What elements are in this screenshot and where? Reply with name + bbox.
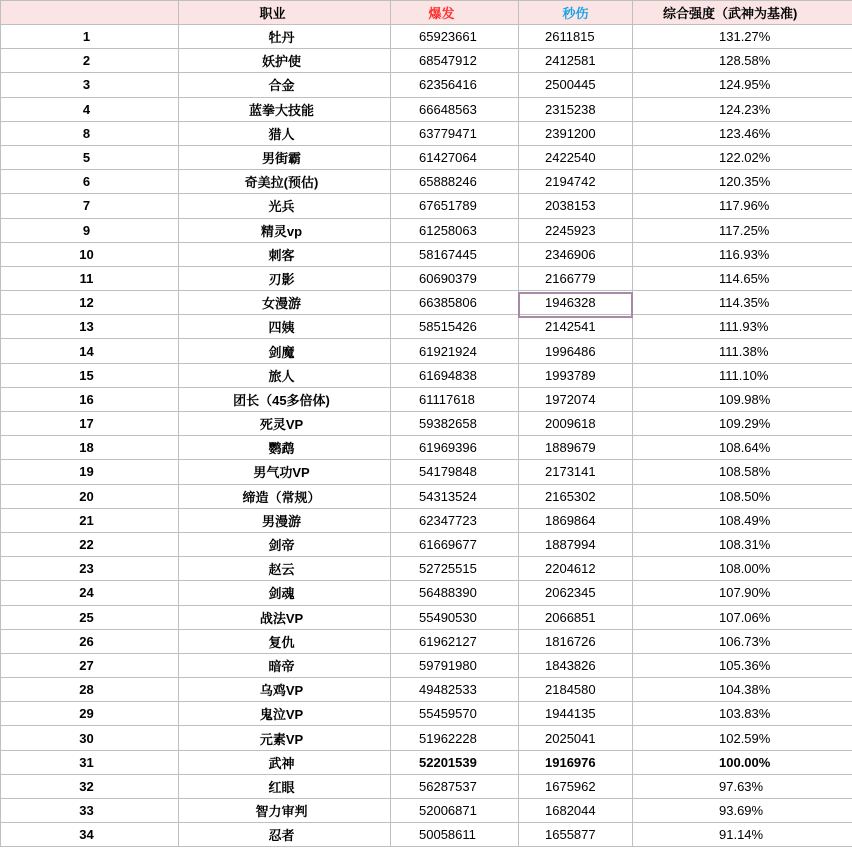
name-cell[interactable]: 武神	[179, 750, 391, 774]
burst-cell[interactable]: 59791980	[391, 653, 519, 677]
burst-cell[interactable]: 61969396	[391, 436, 519, 460]
per-second-cell[interactable]: 2142541	[519, 315, 633, 339]
burst-cell[interactable]: 61694838	[391, 363, 519, 387]
per-second-cell[interactable]: 2245923	[519, 218, 633, 242]
header-name-cell[interactable]: 职业	[179, 1, 391, 25]
overall-cell[interactable]: 111.93%	[633, 315, 852, 339]
table-row	[1, 121, 852, 145]
burst-cell[interactable]: 62347723	[391, 508, 519, 532]
per-second-cell[interactable]: 2066851	[519, 605, 633, 629]
per-second-cell[interactable]: 1655877	[519, 823, 633, 847]
per-second-cell[interactable]: 1843826	[519, 653, 633, 677]
rank-cell[interactable]: 18	[1, 436, 179, 460]
table-row	[1, 799, 852, 823]
rank-cell[interactable]: 30	[1, 726, 179, 750]
burst-cell[interactable]: 56488390	[391, 581, 519, 605]
name-cell[interactable]: 四姨	[179, 315, 391, 339]
name-cell[interactable]: 男漫游	[179, 508, 391, 532]
overall-cell[interactable]: 103.83%	[633, 702, 852, 726]
table-row	[1, 629, 852, 653]
per-second-cell[interactable]: 1675962	[519, 774, 633, 798]
name-cell[interactable]: 鬼泣VP	[179, 702, 391, 726]
name-cell[interactable]: 死灵VP	[179, 412, 391, 436]
burst-cell[interactable]: 61921924	[391, 339, 519, 363]
burst-cell[interactable]: 67651789	[391, 194, 519, 218]
name-cell[interactable]: 暗帝	[179, 653, 391, 677]
per-second-cell[interactable]: 2194742	[519, 170, 633, 194]
name-cell[interactable]: 元素VP	[179, 726, 391, 750]
name-cell[interactable]: 剑魔	[179, 339, 391, 363]
burst-cell[interactable]: 50058611	[391, 823, 519, 847]
table-row	[1, 49, 852, 73]
per-second-cell[interactable]: 1916976	[519, 750, 633, 774]
header-per-second-cell[interactable]: 秒伤	[519, 1, 633, 25]
table-row	[1, 605, 852, 629]
rank-cell[interactable]: 4	[1, 97, 179, 121]
rank-cell[interactable]: 9	[1, 218, 179, 242]
overall-cell[interactable]: 108.58%	[633, 460, 852, 484]
table-row	[1, 412, 852, 436]
per-second-cell[interactable]: 1993789	[519, 363, 633, 387]
rank-cell[interactable]: 10	[1, 242, 179, 266]
rank-cell[interactable]: 31	[1, 750, 179, 774]
name-cell[interactable]: 旅人	[179, 363, 391, 387]
header-rank-cell[interactable]	[1, 1, 179, 25]
table-row	[1, 266, 852, 290]
burst-cell[interactable]: 61669677	[391, 532, 519, 556]
burst-cell[interactable]: 58167445	[391, 242, 519, 266]
burst-cell[interactable]: 60690379	[391, 266, 519, 290]
per-second-cell[interactable]: 2315238	[519, 97, 633, 121]
overall-cell[interactable]: 93.69%	[633, 799, 852, 823]
overall-cell[interactable]: 111.10%	[633, 363, 852, 387]
header-row	[1, 1, 852, 25]
rank-cell[interactable]: 21	[1, 508, 179, 532]
name-cell[interactable]: 红眼	[179, 774, 391, 798]
table-row	[1, 726, 852, 750]
rank-cell[interactable]: 1	[1, 25, 179, 49]
burst-cell[interactable]: 56287537	[391, 774, 519, 798]
rank-cell[interactable]: 19	[1, 460, 179, 484]
table-row	[1, 194, 852, 218]
name-cell[interactable]: 男气功VP	[179, 460, 391, 484]
rank-cell[interactable]: 5	[1, 145, 179, 169]
per-second-cell[interactable]: 1869864	[519, 508, 633, 532]
name-cell[interactable]: 男街霸	[179, 145, 391, 169]
overall-cell[interactable]: 131.27%	[633, 25, 852, 49]
per-second-cell[interactable]: 1887994	[519, 532, 633, 556]
name-cell[interactable]: 剑帝	[179, 532, 391, 556]
overall-cell[interactable]: 104.38%	[633, 678, 852, 702]
rank-cell[interactable]: 22	[1, 532, 179, 556]
table-row	[1, 581, 852, 605]
name-cell[interactable]: 忍者	[179, 823, 391, 847]
rank-cell[interactable]: 23	[1, 557, 179, 581]
name-cell[interactable]: 合金	[179, 73, 391, 97]
table-row	[1, 242, 852, 266]
burst-cell[interactable]: 66385806	[391, 291, 519, 315]
table-row	[1, 484, 852, 508]
name-cell[interactable]: 团长（45多倍体)	[179, 387, 391, 411]
overall-cell[interactable]: 106.73%	[633, 629, 852, 653]
table-row	[1, 25, 852, 49]
table-row	[1, 145, 852, 169]
rank-cell[interactable]: 33	[1, 799, 179, 823]
table-row	[1, 339, 852, 363]
burst-cell[interactable]: 58515426	[391, 315, 519, 339]
burst-cell[interactable]: 49482533	[391, 678, 519, 702]
rank-cell[interactable]: 12	[1, 291, 179, 315]
overall-cell[interactable]: 107.06%	[633, 605, 852, 629]
per-second-cell[interactable]: 2165302	[519, 484, 633, 508]
table-row	[1, 73, 852, 97]
name-cell[interactable]: 缔造（常规）	[179, 484, 391, 508]
per-second-cell[interactable]: 1946328	[519, 291, 633, 315]
name-cell[interactable]: 奇美拉(预估)	[179, 170, 391, 194]
per-second-cell[interactable]: 1972074	[519, 387, 633, 411]
burst-cell[interactable]: 52725515	[391, 557, 519, 581]
table-row	[1, 97, 852, 121]
rank-cell[interactable]: 6	[1, 170, 179, 194]
burst-cell[interactable]: 52201539	[391, 750, 519, 774]
per-second-cell[interactable]: 2391200	[519, 121, 633, 145]
overall-cell[interactable]: 109.98%	[633, 387, 852, 411]
rank-cell[interactable]: 29	[1, 702, 179, 726]
per-second-cell[interactable]: 2346906	[519, 242, 633, 266]
header-burst-cell[interactable]: 爆发	[391, 1, 519, 25]
per-second-cell[interactable]: 2204612	[519, 557, 633, 581]
table-row	[1, 532, 852, 556]
overall-cell[interactable]: 100.00%	[633, 750, 852, 774]
name-cell[interactable]: 猎人	[179, 121, 391, 145]
table-row	[1, 653, 852, 677]
overall-cell[interactable]: 124.23%	[633, 97, 852, 121]
overall-cell[interactable]: 116.93%	[633, 242, 852, 266]
overall-cell[interactable]: 109.29%	[633, 412, 852, 436]
burst-cell[interactable]: 68547912	[391, 49, 519, 73]
burst-cell[interactable]: 54179848	[391, 460, 519, 484]
table-row	[1, 291, 852, 315]
burst-cell[interactable]: 52006871	[391, 799, 519, 823]
rank-cell[interactable]: 7	[1, 194, 179, 218]
table-row	[1, 363, 852, 387]
name-cell[interactable]: 牡丹	[179, 25, 391, 49]
overall-cell[interactable]: 123.46%	[633, 121, 852, 145]
name-cell[interactable]: 战法VP	[179, 605, 391, 629]
rank-cell[interactable]: 25	[1, 605, 179, 629]
per-second-cell[interactable]: 2412581	[519, 49, 633, 73]
per-second-cell[interactable]: 2009618	[519, 412, 633, 436]
overall-cell[interactable]: 102.59%	[633, 726, 852, 750]
name-cell[interactable]: 蓝拳大技能	[179, 97, 391, 121]
overall-cell[interactable]: 122.02%	[633, 145, 852, 169]
per-second-cell[interactable]: 1944135	[519, 702, 633, 726]
rank-cell[interactable]: 15	[1, 363, 179, 387]
overall-cell[interactable]: 108.50%	[633, 484, 852, 508]
name-cell[interactable]: 鹦鹉	[179, 436, 391, 460]
rank-cell[interactable]: 28	[1, 678, 179, 702]
per-second-cell[interactable]: 2025041	[519, 726, 633, 750]
name-cell[interactable]: 妖护使	[179, 49, 391, 73]
burst-cell[interactable]: 61427064	[391, 145, 519, 169]
burst-cell[interactable]: 61258063	[391, 218, 519, 242]
name-cell[interactable]: 刺客	[179, 242, 391, 266]
name-cell[interactable]: 女漫游	[179, 291, 391, 315]
burst-cell[interactable]: 63779471	[391, 121, 519, 145]
burst-cell[interactable]: 55490530	[391, 605, 519, 629]
table-row	[1, 702, 852, 726]
overall-cell[interactable]: 108.64%	[633, 436, 852, 460]
per-second-cell[interactable]: 2166779	[519, 266, 633, 290]
rank-cell[interactable]: 27	[1, 653, 179, 677]
burst-cell[interactable]: 61962127	[391, 629, 519, 653]
rank-cell[interactable]: 8	[1, 121, 179, 145]
name-cell[interactable]: 复仇	[179, 629, 391, 653]
overall-cell[interactable]: 108.00%	[633, 557, 852, 581]
header-overall-cell[interactable]: 综合强度（武神为基准)	[633, 1, 852, 25]
overall-cell[interactable]: 114.65%	[633, 266, 852, 290]
overall-cell[interactable]: 105.36%	[633, 653, 852, 677]
table-row	[1, 460, 852, 484]
burst-cell[interactable]: 55459570	[391, 702, 519, 726]
per-second-cell[interactable]: 2184580	[519, 678, 633, 702]
rank-cell[interactable]: 2	[1, 49, 179, 73]
burst-cell[interactable]: 66648563	[391, 97, 519, 121]
rank-cell[interactable]: 17	[1, 412, 179, 436]
burst-cell[interactable]: 65888246	[391, 170, 519, 194]
table-row	[1, 750, 852, 774]
burst-cell[interactable]: 54313524	[391, 484, 519, 508]
overall-cell[interactable]: 114.35%	[633, 291, 852, 315]
per-second-cell[interactable]: 2422540	[519, 145, 633, 169]
table-row	[1, 315, 852, 339]
table-row	[1, 823, 852, 847]
per-second-cell[interactable]: 2611815	[519, 25, 633, 49]
rank-cell[interactable]: 20	[1, 484, 179, 508]
per-second-cell[interactable]: 2038153	[519, 194, 633, 218]
name-cell[interactable]: 刃影	[179, 266, 391, 290]
table-row	[1, 436, 852, 460]
per-second-cell[interactable]: 2500445	[519, 73, 633, 97]
burst-cell[interactable]: 65923661	[391, 25, 519, 49]
burst-cell[interactable]: 61117618	[391, 387, 519, 411]
rank-cell[interactable]: 16	[1, 387, 179, 411]
per-second-cell[interactable]: 1996486	[519, 339, 633, 363]
rank-cell[interactable]: 24	[1, 581, 179, 605]
overall-cell[interactable]: 117.96%	[633, 194, 852, 218]
name-cell[interactable]: 赵云	[179, 557, 391, 581]
overall-cell[interactable]: 111.38%	[633, 339, 852, 363]
overall-cell[interactable]: 91.14%	[633, 823, 852, 847]
per-second-cell[interactable]: 1889679	[519, 436, 633, 460]
name-cell[interactable]: 剑魂	[179, 581, 391, 605]
burst-cell[interactable]: 59382658	[391, 412, 519, 436]
rank-cell[interactable]: 32	[1, 774, 179, 798]
per-second-cell[interactable]: 2173141	[519, 460, 633, 484]
overall-cell[interactable]: 117.25%	[633, 218, 852, 242]
per-second-cell[interactable]: 1682044	[519, 799, 633, 823]
table-row	[1, 218, 852, 242]
name-cell[interactable]: 乌鸡VP	[179, 678, 391, 702]
overall-cell[interactable]: 108.49%	[633, 508, 852, 532]
table-row	[1, 774, 852, 798]
table-row	[1, 508, 852, 532]
table-row	[1, 557, 852, 581]
overall-cell[interactable]: 128.58%	[633, 49, 852, 73]
table-row	[1, 678, 852, 702]
rank-cell[interactable]: 3	[1, 73, 179, 97]
burst-cell[interactable]: 51962228	[391, 726, 519, 750]
overall-cell[interactable]: 97.63%	[633, 774, 852, 798]
per-second-cell[interactable]: 1816726	[519, 629, 633, 653]
per-second-cell[interactable]: 2062345	[519, 581, 633, 605]
overall-cell[interactable]: 124.95%	[633, 73, 852, 97]
table-row	[1, 387, 852, 411]
name-cell[interactable]: 光兵	[179, 194, 391, 218]
table-body	[1, 25, 852, 847]
overall-cell[interactable]: 120.35%	[633, 170, 852, 194]
rank-cell[interactable]: 34	[1, 823, 179, 847]
overall-cell[interactable]: 108.31%	[633, 532, 852, 556]
overall-cell[interactable]: 107.90%	[633, 581, 852, 605]
rank-cell[interactable]: 11	[1, 266, 179, 290]
burst-cell[interactable]: 62356416	[391, 73, 519, 97]
rank-cell[interactable]: 26	[1, 629, 179, 653]
name-cell[interactable]: 智力审判	[179, 799, 391, 823]
rank-cell[interactable]: 13	[1, 315, 179, 339]
rank-cell[interactable]: 14	[1, 339, 179, 363]
name-cell[interactable]: 精灵vp	[179, 218, 391, 242]
table-row	[1, 170, 852, 194]
